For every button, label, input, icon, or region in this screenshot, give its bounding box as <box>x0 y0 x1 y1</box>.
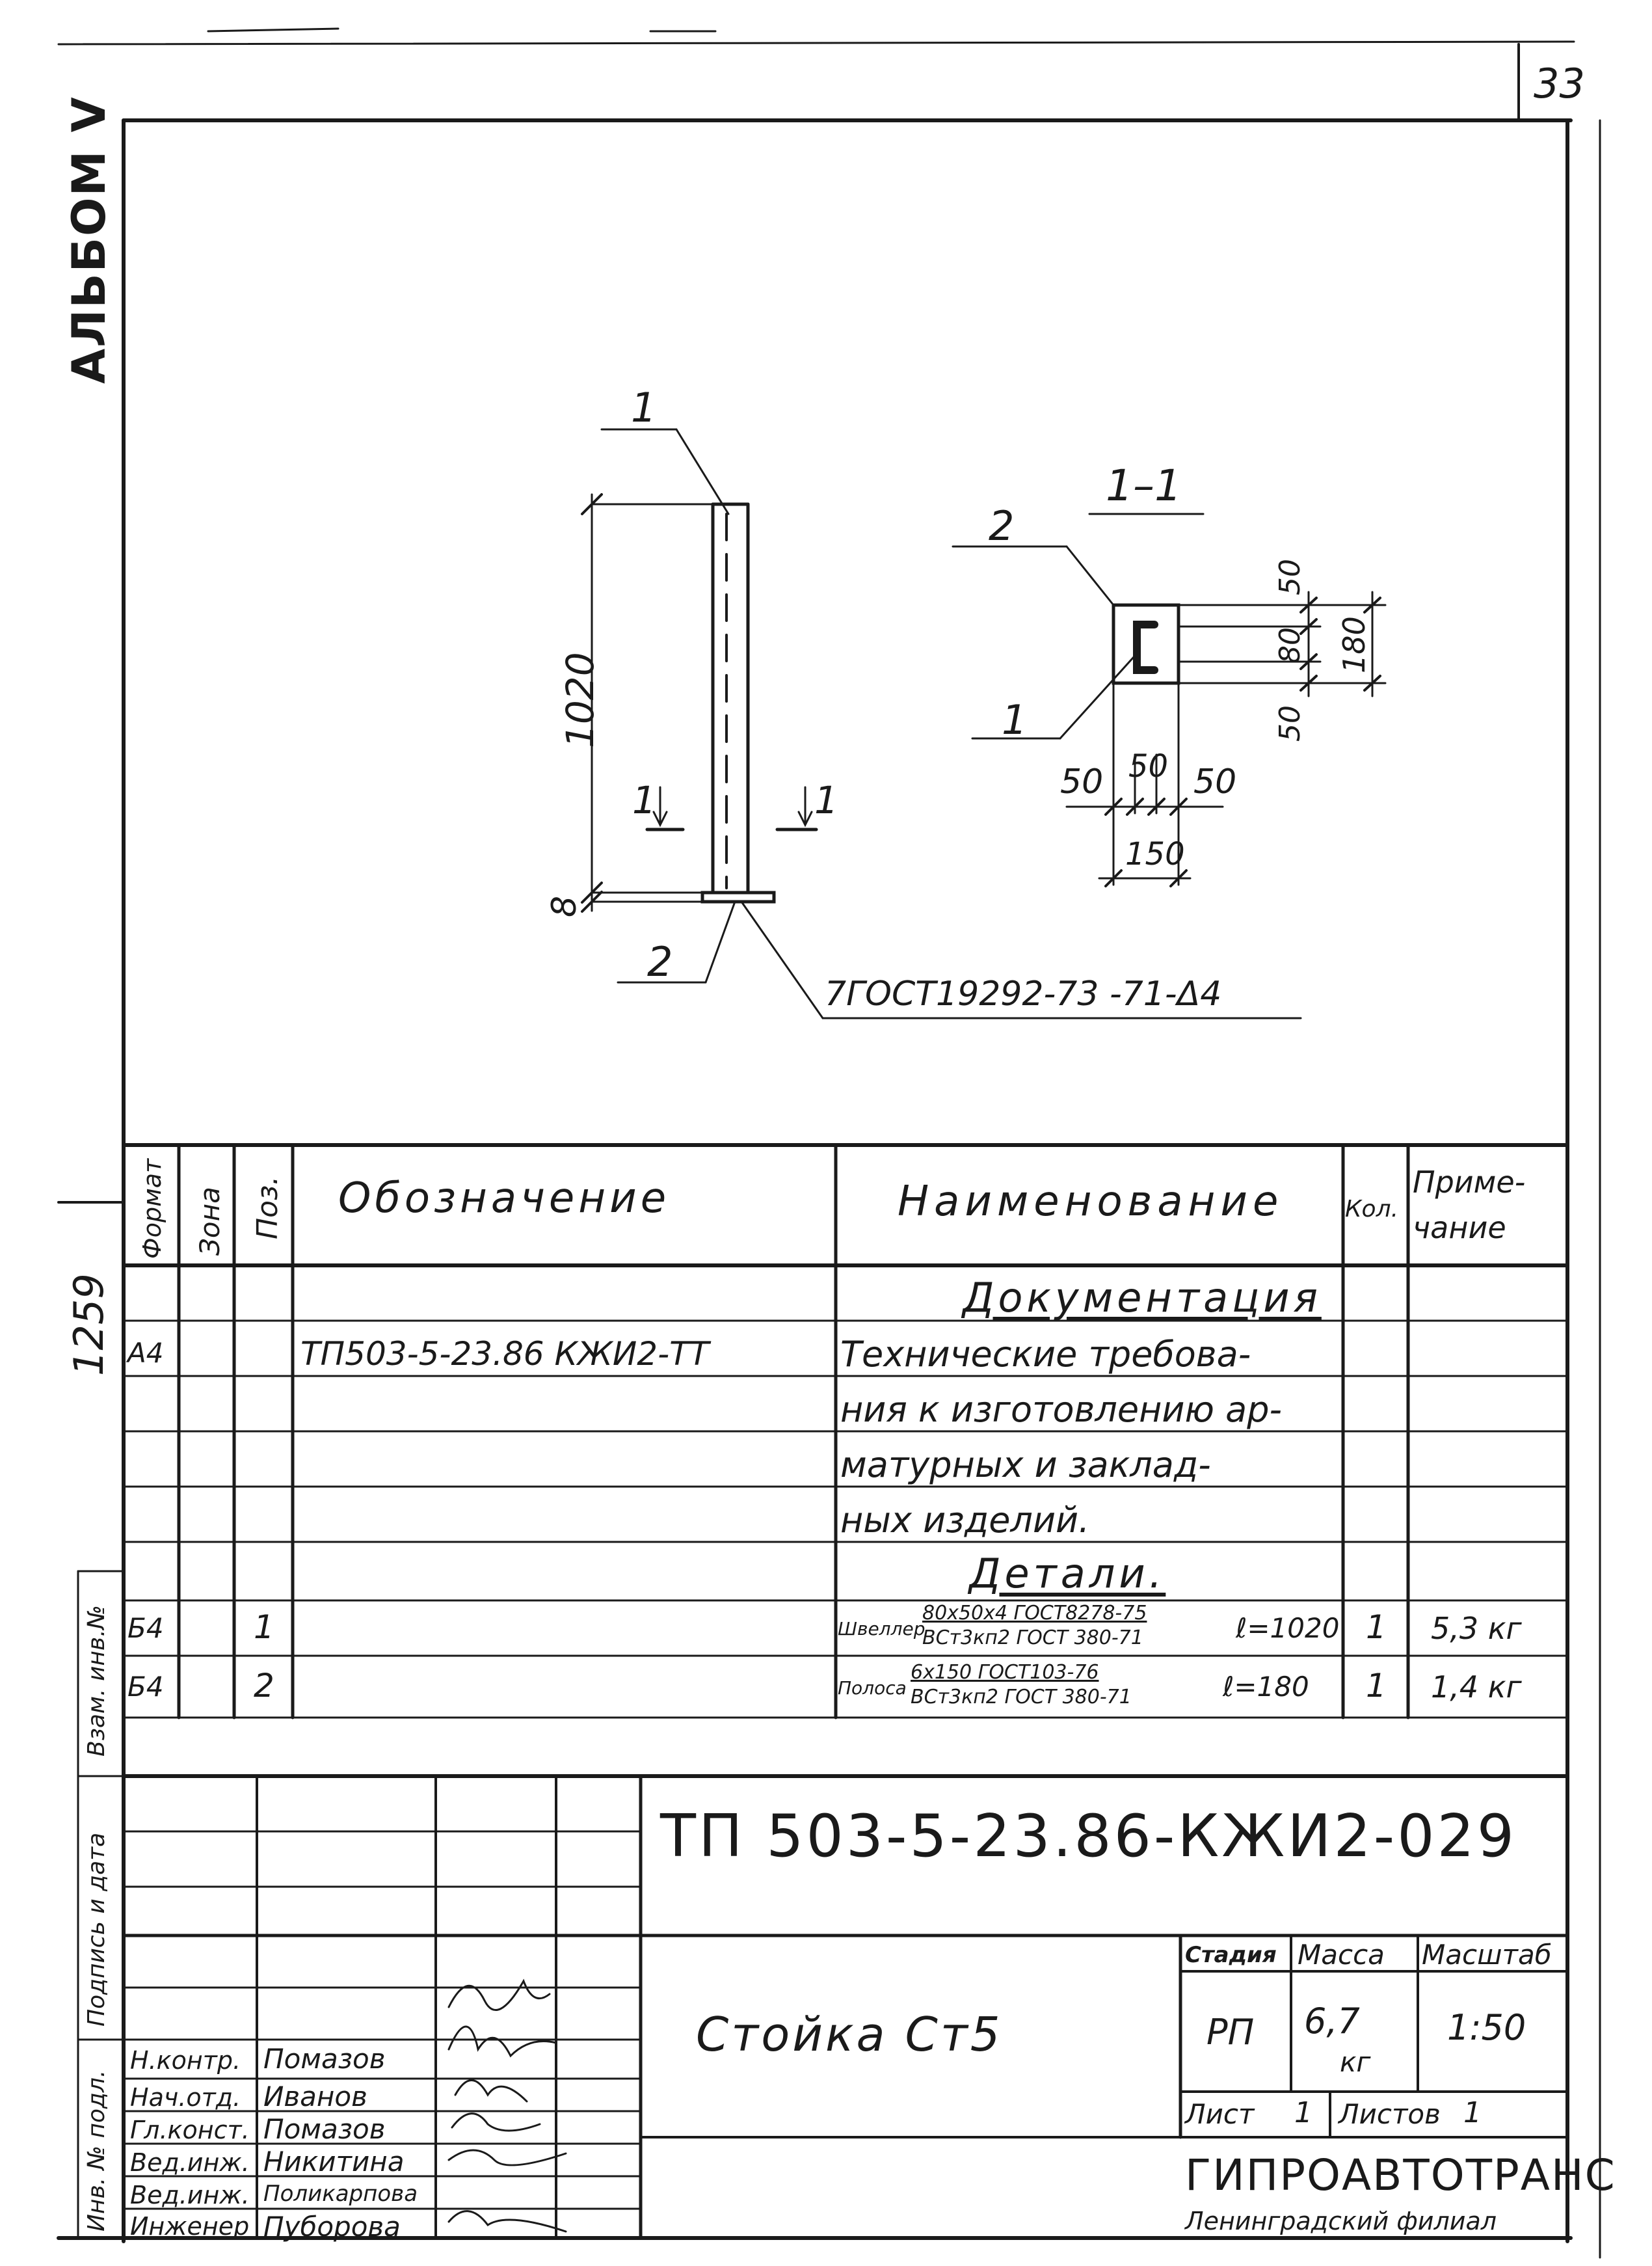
weld-note: 7ГОСТ19292-73 -71-Δ4 <box>825 975 1222 1014</box>
header-pos: Поз. <box>251 1176 284 1239</box>
sheet-label: Лист <box>1185 2098 1255 2130</box>
dim-180: 180 <box>1337 616 1372 673</box>
pos-1-callout: 1 <box>631 384 657 431</box>
staff-role: Н.контр. <box>130 2046 241 2075</box>
doc-format: А4 <box>127 1337 164 1369</box>
header-designation: Обозначение <box>338 1174 671 1222</box>
plate-thickness-dimension: 8 <box>545 895 584 917</box>
dim-50-left: 50 <box>1060 762 1104 802</box>
section-details: Детали. <box>969 1550 1166 1597</box>
doc-name-line: ния к изготовлению ар- <box>840 1389 1282 1430</box>
organization-branch: Ленинградский филиал <box>1185 2207 1497 2235</box>
staff-role: Гл.конст. <box>130 2116 250 2144</box>
height-dimension: 1020 <box>558 652 602 748</box>
row-name-prefix: Полоса <box>838 1677 907 1699</box>
sheets-value: 1 <box>1463 2096 1482 2129</box>
row-length: ℓ=180 <box>1223 1671 1309 1703</box>
stamp-inv-label: Инв. № подл. <box>83 2070 110 2232</box>
dim-50-bottom: 50 <box>1273 705 1307 742</box>
staff-role: Вед.инж. <box>130 2148 250 2177</box>
stamp-zam-label: Взам. инв.№ <box>83 1605 110 1757</box>
row-name-top: 80х50х4 ГОСТ8278-75 <box>922 1602 1147 1625</box>
organization-name: ГИПРОАВТОТРАНС <box>1185 2150 1616 2200</box>
doc-designation: ТП503-5-23.86 КЖИ2-ТТ <box>300 1335 710 1373</box>
staff-name: Никитина <box>263 2146 405 2178</box>
stage-value: РП <box>1206 2012 1255 2053</box>
staff-name: Помазов <box>263 2043 386 2075</box>
staff-name: Поликарпова <box>263 2181 418 2207</box>
row-format: Б4 <box>127 1612 164 1644</box>
stamp-podpis-label: Подпись и дата <box>83 1832 110 2027</box>
row-name-top: 6х150 ГОСТ103-76 <box>911 1661 1099 1684</box>
dim-50-right: 50 <box>1193 762 1237 802</box>
album-label: АЛЬБОМ V <box>62 96 116 384</box>
header-note-line1: Приме- <box>1413 1165 1526 1200</box>
row-format: Б4 <box>127 1671 164 1703</box>
row-name-bottom: ВСт3кп2 ГОСТ 380-71 <box>922 1626 1143 1649</box>
staff-name: Пуборова <box>263 2211 401 2243</box>
doc-name-line: матурных и заклад- <box>840 1444 1211 1485</box>
header-qty: Кол. <box>1345 1196 1399 1222</box>
cut-marker-left: 1 <box>632 778 656 822</box>
section-documentation: Документация <box>963 1274 1322 1321</box>
document-code: ТП 503-5-23.86-КЖИ2-029 <box>660 1802 1517 1870</box>
drawing-title: Стойка Ст5 <box>696 2007 1003 2062</box>
staff-role: Инженер <box>130 2212 250 2241</box>
row-pos: 2 <box>254 1667 274 1705</box>
staff-name: Помазов <box>263 2113 386 2145</box>
album-number: 1259 <box>65 1273 113 1376</box>
row-name-prefix: Швеллер <box>838 1618 926 1639</box>
doc-name-line: Технические требова- <box>840 1334 1251 1375</box>
sheet-value: 1 <box>1294 2096 1312 2129</box>
sheets-label: Листов <box>1339 2098 1441 2130</box>
row-pos: 1 <box>254 1608 274 1646</box>
row-name-bottom: ВСт3кп2 ГОСТ 380-71 <box>911 1686 1132 1708</box>
row-note: 5,3 кг <box>1431 1611 1522 1646</box>
row-note: 1,4 кг <box>1431 1669 1522 1705</box>
section-pos-2: 2 <box>989 502 1015 550</box>
section-pos-1: 1 <box>1002 696 1028 744</box>
cut-marker-right: 1 <box>814 778 838 822</box>
staff-name: Иванов <box>263 2081 367 2112</box>
stage-label: Стадия <box>1185 1942 1277 1968</box>
header-note-line2: чание <box>1413 1210 1506 1245</box>
row-qty: 1 <box>1366 1667 1387 1705</box>
doc-name-line: ных изделий. <box>840 1500 1090 1541</box>
dim-50-mid: 50 <box>1128 748 1169 785</box>
mass-label: Масса <box>1298 1939 1385 1971</box>
dim-150: 150 <box>1125 836 1185 872</box>
header-name: Наименование <box>898 1178 1284 1226</box>
section-title: 1–1 <box>1106 461 1182 511</box>
scale-value: 1:50 <box>1447 2007 1526 2048</box>
dim-50-top: 50 <box>1273 559 1307 595</box>
pos-2-callout: 2 <box>647 938 673 986</box>
mass-unit: кг <box>1340 2046 1371 2078</box>
dim-80: 80 <box>1273 627 1307 664</box>
row-qty: 1 <box>1366 1608 1387 1646</box>
staff-role: Вед.инж. <box>130 2181 250 2209</box>
row-length: ℓ=1020 <box>1236 1612 1340 1644</box>
page-number: 33 <box>1534 60 1585 107</box>
scale-label: Масштаб <box>1422 1939 1552 1971</box>
header-format: Формат <box>138 1158 167 1259</box>
staff-role: Нач.отд. <box>130 2083 241 2112</box>
header-zone: Зона <box>194 1187 226 1256</box>
mass-value: 6,7 <box>1304 2001 1360 2042</box>
